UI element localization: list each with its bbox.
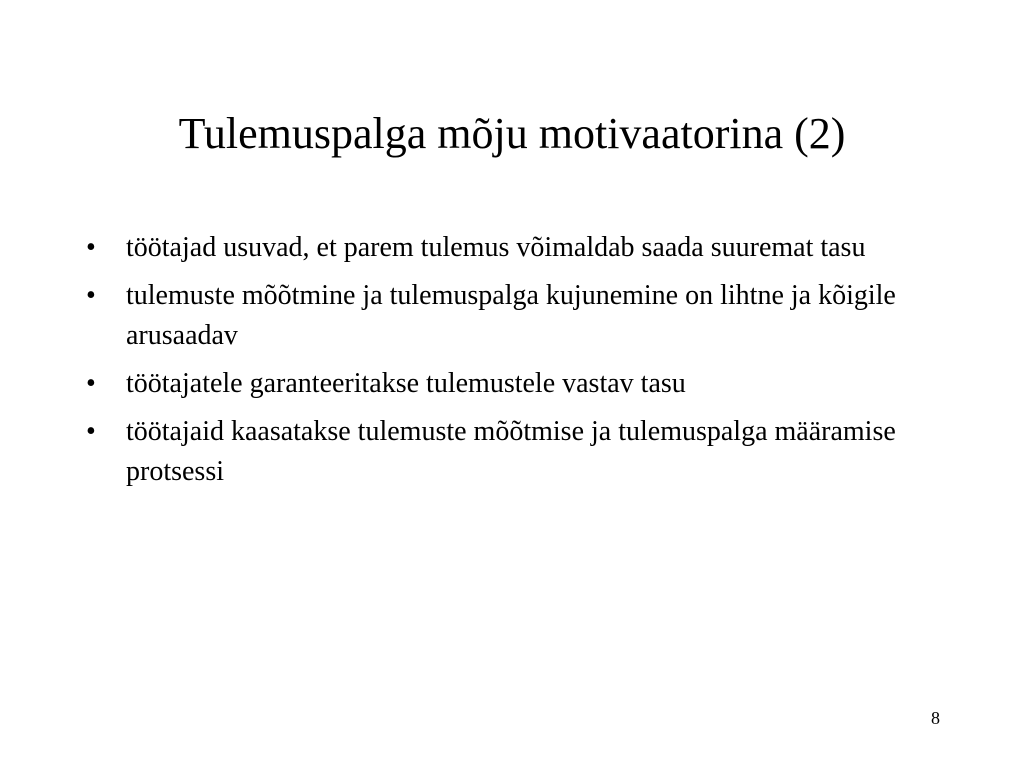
bullet-item bbox=[84, 412, 944, 492]
bullet-icon: • bbox=[86, 280, 96, 311]
bullet-icon: • bbox=[86, 368, 96, 399]
bullet-icon: • bbox=[86, 232, 96, 263]
bullet-item bbox=[84, 228, 944, 268]
bullet-icon: • bbox=[86, 416, 96, 447]
bullet-item bbox=[84, 364, 944, 404]
bullet-item bbox=[84, 276, 944, 356]
bullet-list bbox=[84, 228, 944, 500]
bullet-text: töötajad usuvad, et parem tulemus võimaldab saada suuremat tasu bbox=[126, 232, 866, 263]
bullet-text: tulemuste mõõtmine ja tulemuspalga kujunemine on lihtne ja kõigile arusaadav bbox=[126, 280, 896, 351]
bullet-text: töötajaid kaasatakse tulemuste mõõtmise ja tulemuspalga määramise protsessi bbox=[126, 416, 896, 487]
slide-number: 8 bbox=[931, 708, 940, 728]
slide-title: Tulemuspalga mõju motivaatorina (2) bbox=[178, 109, 846, 158]
bullet-text: töötajatele garanteeritakse tulemustele vastav tasu bbox=[126, 368, 686, 399]
